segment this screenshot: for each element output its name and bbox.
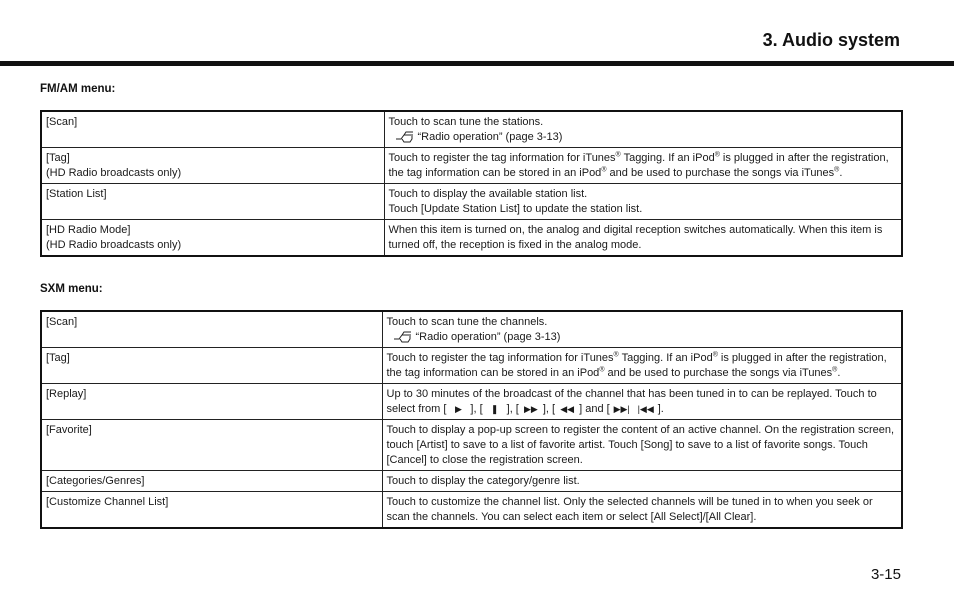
page-reference: “Radio operation” (page 3-13) [415,331,561,343]
item-cell: [Categories/Genres] [41,471,382,492]
table-row [41,492,902,529]
description-cell: Touch to register the tag information for iTunes® Tagging. If an iPod® is plugged in after the registration, the tag information can be stored in an iPod® and be used to purchase the songs via iTunes®. [384,148,902,184]
sxm-menu-table [40,310,903,529]
item-cell: [Station List] [41,184,384,220]
item-cell: [Customize Channel List] [41,492,382,529]
table-row [41,471,902,492]
fast-forward-icon: ▶▶ [523,404,538,414]
item-cell: [Tag] [41,348,382,384]
table-row [41,148,902,184]
description-cell: Up to 30 minutes of the broadcast of the channel that has been tuned in to can be replayed. Touch to select from [ ▶ ], [ ❚ ], [ ▶▶ ], [ ◀◀ ] and [ ▶▶| |◀◀ ]. [382,384,902,420]
play-icon: ▶ [454,404,462,414]
description-cell: Touch to display a pop-up screen to register the content of an active channel. On the registration screen, touch [Artist] to save to a list of favorite artist. Touch [Song] to save to a list of favorite songs. Touch [Cancel] to close the registration screen. [382,420,902,471]
description-cell: When this item is turned on, the analog and digital reception switches automatically. When this item is turned off, the reception is fixed in the analog mode. [384,220,902,257]
description-cell: Touch to scan tune the stations. “Radio operation” (page 3-13) [384,111,902,148]
skip-back-icon: |◀◀ [637,404,654,414]
table-row [41,384,902,420]
description-cell: Touch to scan tune the channels. “Radio operation” (page 3-13) [382,311,902,348]
table-row [41,111,902,148]
skip-forward-icon: ▶▶| [613,404,630,414]
chapter-title: 3. Audio system [762,30,900,50]
reference-hand-icon [393,330,413,343]
table-row [41,311,902,348]
fm-am-menu-heading: FM/AM menu: [40,83,116,95]
sxm-menu-heading: SXM menu: [40,283,103,295]
page-reference: “Radio operation” (page 3-13) [417,131,563,143]
item-cell: [Replay] [41,384,382,420]
item-cell: [Tag] (HD Radio broadcasts only) [41,148,384,184]
header-rule [0,61,954,66]
rewind-icon: ◀◀ [560,404,575,414]
page-number: 3-15 [870,566,901,583]
table-row [41,348,902,384]
table-row [41,184,902,220]
item-cell: [HD Radio Mode] (HD Radio broadcasts only) [41,220,384,257]
table-row [41,220,902,257]
item-cell: [Favorite] [41,420,382,471]
item-cell: [Scan] [41,111,384,148]
pause-icon: ❚ [490,404,499,414]
description-cell: Touch to display the category/genre list. [382,471,902,492]
description-cell: Touch to display the available station list. Touch [Update Station List] to update the station list. [384,184,902,220]
reference-hand-icon [395,130,415,143]
item-cell: [Scan] [41,311,382,348]
fm-am-menu-table [40,110,903,257]
description-cell: Touch to customize the channel list. Only the selected channels will be tuned in to when you seek or scan the channels. You can select each item or select [All Select]/[All Clear]. [382,492,902,529]
table-row [41,420,902,471]
description-cell: Touch to register the tag information for iTunes® Tagging. If an iPod® is plugged in after the registration, the tag information can be stored in an iPod® and be used to purchase the songs via iTunes®. [382,348,902,384]
